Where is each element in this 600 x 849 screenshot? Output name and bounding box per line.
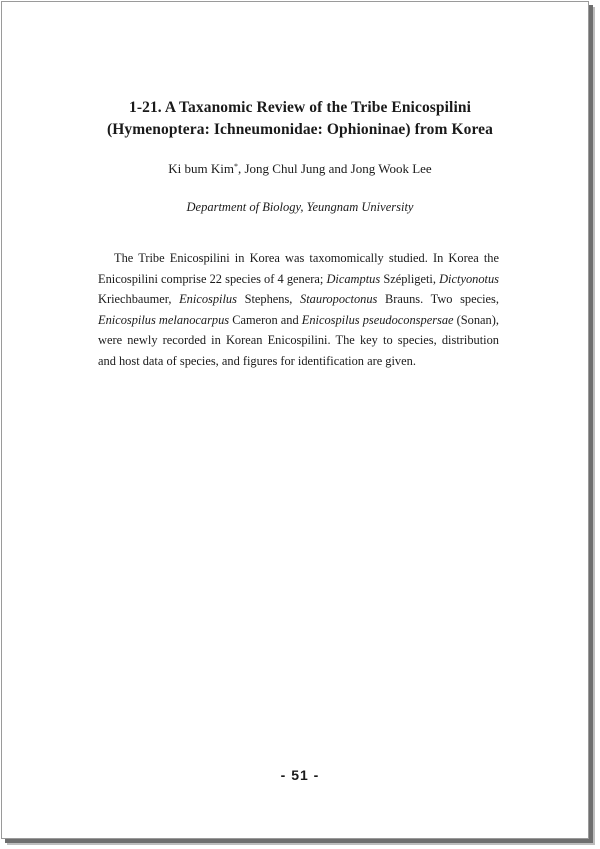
- abstract: [98, 248, 499, 371]
- abstract-text: Cameron and: [229, 312, 302, 327]
- abstract-text: Brauns. Two species,: [377, 292, 499, 306]
- genus-name: Enicospilus: [179, 292, 237, 306]
- corresponding-author-marker: *: [234, 162, 238, 171]
- genus-name: Dictyonotus: [439, 271, 499, 286]
- author-rest: , Jong Chul Jung and Jong Wook Lee: [238, 161, 432, 176]
- affiliation: Department of Biology, Yeungnam University: [186, 200, 414, 214]
- author-first: Ki bum Kim: [168, 161, 234, 176]
- author-list: [0, 160, 600, 178]
- page-number: - 51 -: [280, 767, 320, 783]
- genus-name: Dicamptus: [326, 271, 381, 286]
- genus-name: Stauropoctonus: [300, 292, 378, 306]
- abstract-text: Szépligeti,: [380, 271, 440, 286]
- abstract-text: Kriechbaumer,: [98, 292, 180, 306]
- paper-title-line-1: 1-21. A Taxanomic Review of the Tribe Enicospilini: [128, 99, 471, 116]
- abstract-text: The Tribe Enicospilini in Korea was taxomomically studied. In Korea the Enicospilini comprise 22 species of 4 genera;: [98, 251, 499, 286]
- species-name: Enicospilus melanocarpus: [98, 312, 230, 327]
- abstract-text: (Sonan), were newly recorded in Korean Enicospilini. The key to species, distribution and host data of species, and figures for identification are given.: [98, 312, 499, 368]
- abstract-paragraph: [98, 248, 499, 371]
- abstract-text: Stephens,: [236, 292, 301, 306]
- species-name: Enicospilus pseudoconspersae: [301, 312, 454, 327]
- paper-title-line-2: (Hymenoptera: Ichneumonidae: Ophioninae) from Korea: [107, 121, 493, 138]
